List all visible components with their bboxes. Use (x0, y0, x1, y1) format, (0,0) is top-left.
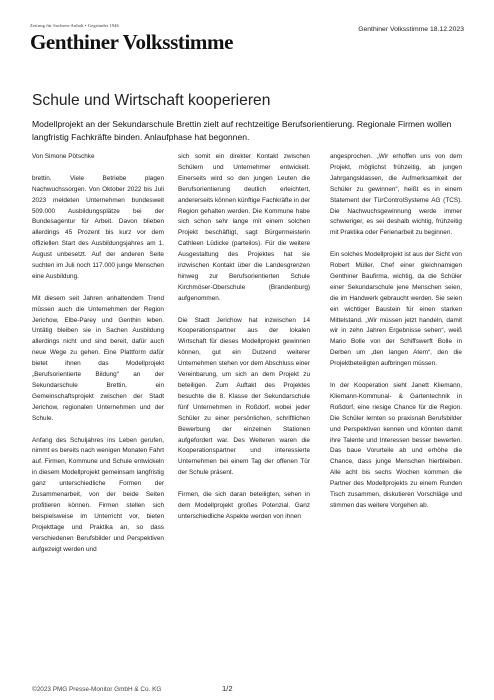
copyright-notice: ©2023 PMG Presse-Monitor GmbH & Co. KG (32, 686, 162, 693)
article-byline: Von Simone Pötschke (32, 153, 95, 160)
masthead-tagline: Zeitung für Sachsen-Anhalt • Gegründet 1946 (30, 23, 119, 28)
article-headline: Schule und Wirtschaft kooperieren (32, 92, 271, 109)
article-paragraph: angesprochen. „Wir erhoffen uns von dem Projekt, möglichst frühzeitig, ab jungen Jahrgangsklassen, die Aufmerksamkeit der Schüler zu gewinnen“, heißt es in einem Statement der TürControlSysteme AG (TCS). Die Nachwuchsgewinnung werde immer schwieriger, es sei deshalb wichtig, frühzeitig mit Praktika oder Ferienarbeit zu beginnen. (330, 153, 462, 237)
article-paragraph: brettin. Viele Betriebe plagen Nachwuchssorgen. Von Oktober 2022 bis Juli 2023 meldeten Unternehmen bundesweit 509.000 Ausbildungsplätze bei der Bundesagentur für Arbeit. Davon blieben allerdings 45 Prozent bis kurz vor dem offiziellen Start des Ausbildungsjahres am 1. August unbesetzt. Auf der anderen Seite suchten im Juli noch 117.000 junge Menschen eine Ausbildung. (32, 174, 164, 280)
article-paragraph: sich somit ein direkter Kontakt zwischen Schülern und Unternehmer entwickelt. Einerseits wird so den jungen Leuten die Berufsorientierung deutlich erleichtert, andererseits können künftige Fachkräfte in der Region gehalten werden. Die Kommune habe sich schon sehr lange mit einem solchen Projekt beschäftigt, sagt Bürgermeisterin Cathleen Lüdicke (parteilos). Für die weitere Ausgestaltung des Projektes hat sie inzwischen Kontakt über die Landesgrenzen hinweg zur Berufsorientierten Schule Kirchmöser-Oberschule (Brandenburg) aufgenommen. (178, 153, 310, 302)
article-lead: Modellprojekt an der Sekundarschule Brettin zielt auf rechtzeitige Berufsorientierung. Regionale Firmen wollen langfristig Fachkräfte binden. Anlaufphase hat begonnen. (32, 119, 452, 142)
article-paragraph: Anfang des Schuljahres ins Leben gerufen, nimmt es bereits nach wenigen Monaten Fahrt auf. Firmen, Kommune und Schule entwickeln in diesem Modellprojekt gemeinsam langfristig ganz unterschiedliche Formen der Zusammenarbeit, von der beide Seiten profitieren können. Firmen stellen sich beispielsweise im Unterricht vor, bieten Projekttage und Praktika an, so dass verschiedenen Berufsbilder und Perspektiven aufgezeigt werden und (32, 436, 164, 553)
page-number: 1/2 (222, 684, 233, 693)
article-paragraph: Firmen, die sich daran beteiligten, sehen in dem Modellprojekt großes Potenzial. Ganz unterschiedliche Aspekte werden von ihnen (178, 491, 310, 520)
article-column-1 (32, 152, 164, 566)
masthead (30, 22, 470, 70)
issue-date: Genthiner Volksstimme 18.12.2023 (358, 26, 464, 33)
article-paragraph: In der Kooperation sieht Janett Kliemann, Kliemann-Kommunal- & Gartentechnik in Roßdorf, eine riesige Chance für die Region. Die Schüler lernten so praxisnah Berufsbilder und Perspektiven kennen und könnten damit ihre Talente und Interessen besser bewerten. Das baue Vorurteile ab und erhöhe die Chance, dass junge Menschen hierbleiben. Alle acht bis sechs Wochen kommen die Partner des Modellprojekts zu einem Runden Tisch zusammen, diskutieren Vorschläge und stimmen das weitere Vorgehen ab. (330, 382, 462, 509)
article-paragraph: Ein solches Modellprojekt ist aus der Sicht von Robert Müller, Chef einer gleichnamigen Genthiner Baufirma, wichtig, da die Schüler einer Sekundarschule jene Menschen seien, die im Handwerk gebraucht werden. Sie seien ein wichtiger Baustein für einen starken Mittelstand. „Wir müssen jetzt handeln, damit wir in zehn Jahren Ergebnisse sehen“, weiß Mario Bolle von der Schiffswerft Bolle in Derben um „den langen Atem“, den die Projektbeteiligten aufbringen müssen. (330, 251, 462, 368)
article-paragraph: Die Stadt Jerichow hat inzwischen 14 Kooperationspartner aus der lokalen Wirtschaft für dieses Modellprojekt gewinnen können, gut ein Dutzend weiterer Unternehmen stehen vor dem Abschluss einer Vereinbarung, um sich an dem Projekt zu beteiligen. Zum Auftakt des Projektes besuchte die 8. Klasse der Sekundarschule fünf Unternehmen in Roßdorf, wobei jeder Schüler zu einer persönlichen, schriftlichen Bewerbung der einzelnen Stationen aufgefordert war. Des Weiteren waren die Kooperationspartner und interessierte Unternehmen bei einem Tag der offenen Tür der Schule präsent. (178, 316, 310, 477)
newspaper-logo: Genthiner Volksstimme (30, 30, 233, 54)
article-paragraph: Mit diesem seit Jahren anhaltendem Trend müssen auch die Unternehmen der Region Jerichow, Elbe-Parey und Genthin leben. Untätig bleiben sie in Sachen Ausbildung allerdings nicht und sind bereit, dafür auch neue Wege zu gehen. Eine Plattform dafür bietet ihnen das Modellprojekt „Berufsorientierte Bildung“ an der Sekundarschule Brettin, ein Gemeinschaftsprojekt zwischen der Stadt Jerichow, regionalen Unternehmen und der Schule. (32, 294, 164, 422)
article-column-3 (330, 152, 462, 523)
article-column-2 (178, 152, 310, 534)
